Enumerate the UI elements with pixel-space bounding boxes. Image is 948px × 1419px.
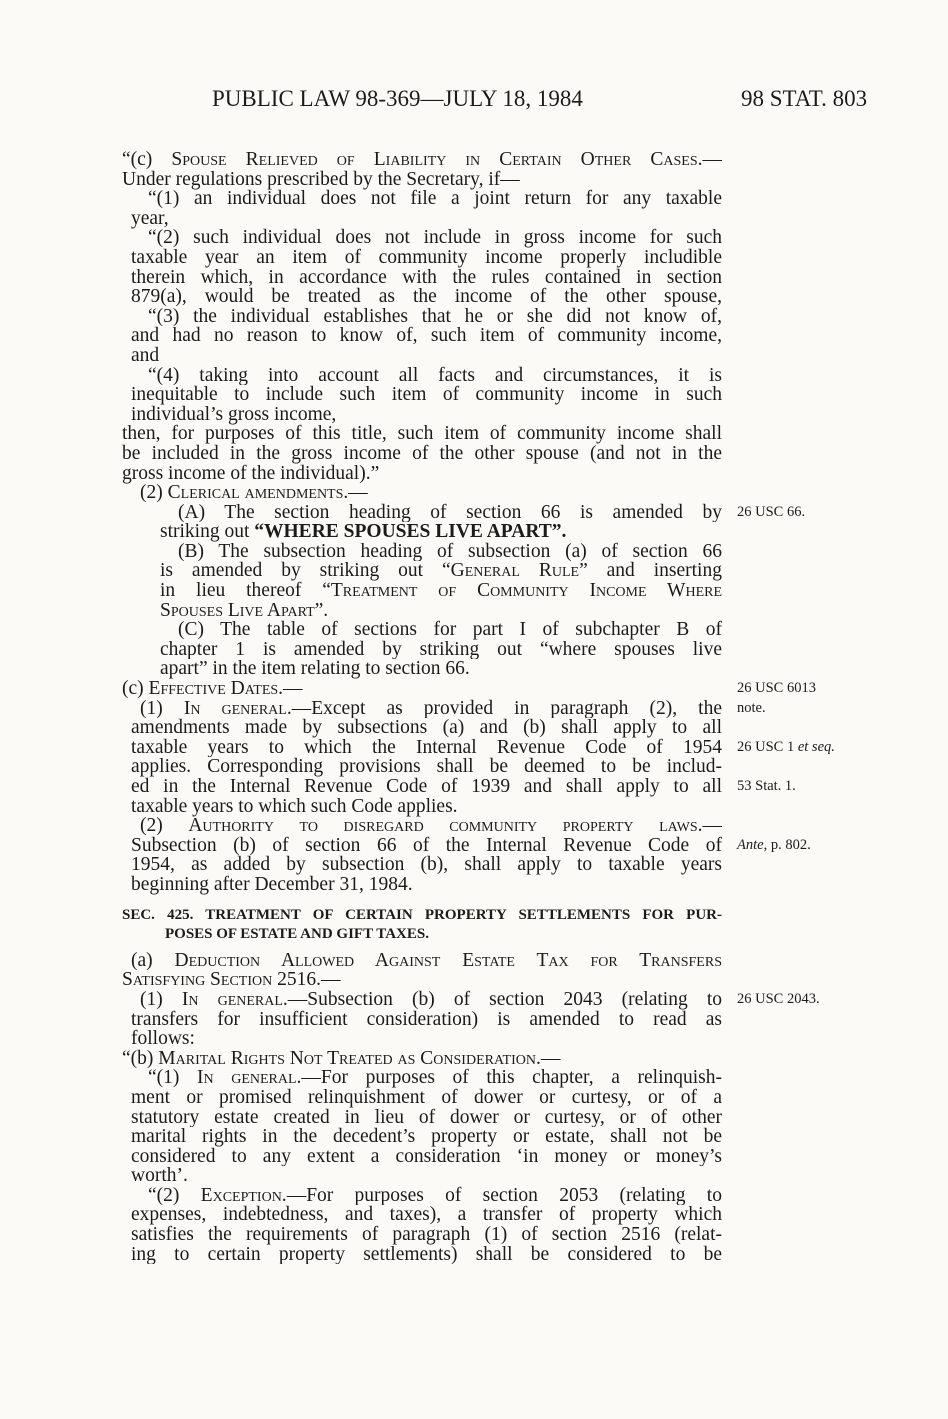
text-line: amendments made by subsections (a) and (b) shall apply to all [131, 718, 722, 738]
heading-text: Satisfying Section [122, 969, 273, 991]
heading-text: Spouse Relieved of Liability in Certain Other Cases.— [171, 150, 722, 170]
running-header-title: PUBLIC LAW 98-369—JULY 18, 1984 [212, 86, 583, 111]
text-line: worth’. [131, 1165, 188, 1187]
subsection-a-heading [131, 951, 722, 971]
text-line: considered to any extent a consideration ‘in money or money’s [131, 1146, 722, 1167]
text: “(2) [148, 1185, 201, 1206]
text: (2) [140, 816, 189, 836]
marital-rights-heading [122, 1049, 722, 1069]
text-line: chapter 1 is amended by striking out “where spouses live [160, 639, 722, 660]
text-line: “(3) the individual establishes that he or she did not know of, [148, 306, 722, 327]
heading-text: In general. [197, 1068, 302, 1088]
bold-text: “WHERE SPOUSES LIVE APART”. [254, 521, 567, 543]
note-text: 26 USC 1 [737, 738, 798, 755]
text-line: transfers for insufficient consideration) is amended to read as [131, 1009, 722, 1030]
margin-note: 53 Stat. 1. [737, 778, 796, 794]
text: “(c) [122, 150, 172, 170]
text-line: (C) The table of sections for part I of subchapter B of [178, 620, 722, 640]
authority-heading [140, 816, 722, 836]
text-line [160, 522, 722, 542]
margin-note: 26 USC 66. [737, 503, 806, 520]
text-line [178, 502, 806, 523]
section-425-heading: SEC. 425. TREATMENT OF CERTAIN PROPERTY SETTLEMENTS FOR PUR- [122, 906, 722, 923]
text: (c) [122, 678, 149, 700]
heading-text: In general. [183, 698, 292, 719]
text-line: Under regulations prescribed by the Secretary, if— [122, 168, 520, 190]
text-line [160, 601, 722, 621]
note-italic: Ante [737, 836, 764, 853]
page-stat-number: 98 STAT. 803 [741, 86, 868, 111]
text: is amended by striking out “ [160, 561, 451, 582]
text-line: follows: [131, 1028, 195, 1050]
margin-note: 26 USC 6013 [737, 680, 816, 697]
note-text: , p. 802. [763, 836, 811, 853]
text-line: “(4) taking into account all facts and circumstances, it is [148, 365, 722, 386]
effective-dates-heading [122, 678, 816, 700]
text-line: ment or promised relinquishment of dower or curtesy, or of a [131, 1087, 722, 1108]
text: (2) [140, 482, 168, 504]
text: ed in the Internal Revenue Code of 1939 and shall apply to all [131, 777, 722, 797]
text-line: taxable years to which such Code applies. [131, 795, 458, 817]
text-line: ing to certain property settlements) shall be considered to be [131, 1244, 722, 1265]
smallcaps-text: Spouses Live Apart [160, 599, 315, 621]
section-425-heading-cont: POSES OF ESTATE AND GIFT TAXES. [165, 926, 429, 943]
text-line: gross income of the individual).” [122, 462, 380, 484]
heading-text: Exception. [200, 1185, 287, 1206]
text-line: expenses, indebtedness, and taxes), a transfer of property which [131, 1205, 722, 1226]
note-italic: et seq. [797, 738, 835, 755]
text: 2516.— [272, 969, 341, 991]
smallcaps-text: Treatment of Community Income Where [330, 581, 722, 601]
heading-text: Marital Rights Not Treated as Consideration.— [158, 1047, 561, 1069]
text: (a) [131, 950, 175, 971]
text: striking out [160, 521, 255, 543]
text-line: applies. Corresponding provisions shall be deemed to be includ- [131, 757, 722, 777]
text-line [160, 561, 722, 581]
text: (1) [140, 989, 182, 1010]
heading-text: Clerical amendments.— [167, 482, 368, 504]
text: Subsection (b) of section 66 of the Internal Revenue Code of [131, 835, 722, 856]
text-line: taxable year an item of community income properly includible [131, 247, 722, 268]
text: ”. [314, 599, 329, 621]
text: ” and inserting [579, 561, 722, 582]
text-line: “(1) an individual does not file a joint return for any taxable [148, 189, 722, 209]
margin-note [737, 738, 835, 758]
text: (A) The section heading of section 66 is amended by [178, 502, 722, 523]
text: —Subsection (b) of section 2043 (relating to [287, 989, 722, 1010]
text-line: year, [131, 207, 169, 229]
text-line [122, 970, 722, 990]
text-line [160, 581, 722, 601]
text-line: 879(a), would be treated as the income of the other spouse, [131, 287, 722, 307]
heading-text: In general. [181, 989, 288, 1010]
text-line: marital rights in the decedent’s property or estate, shall not be [131, 1127, 722, 1147]
margin-note [737, 836, 811, 856]
text: in lieu thereof “ [160, 581, 331, 601]
text-line: (B) The subsection heading of subsection (a) of section 66 [178, 541, 722, 562]
text-line: then, for purposes of this title, such item of community income shall [122, 424, 722, 444]
subsection-c-heading [122, 150, 722, 170]
text: —For purposes of section 2053 (relating to [286, 1185, 722, 1206]
text: “(b) [122, 1047, 159, 1069]
text: “(1) [148, 1068, 197, 1088]
heading-text: Deduction Allowed Against Estate Tax for Transfers [174, 950, 722, 971]
margin-note: note. [737, 699, 766, 716]
text-line: and [131, 344, 160, 366]
text-line: therein which, in accordance with the rules contained in section [131, 267, 722, 288]
text: (1) [140, 698, 184, 719]
text-line: satisfies the requirements of paragraph (1) of section 2516 (relat- [131, 1225, 722, 1245]
text: —For purposes of this chapter, a relinquish- [301, 1068, 722, 1088]
text-line: 1954, as added by subsection (b), shall apply to taxable years [131, 855, 722, 875]
text-line [140, 698, 766, 719]
text: —Except as provided in paragraph (2), the [291, 698, 722, 719]
margin-note: 26 USC 2043. [737, 990, 820, 1007]
text-line: and had no reason to know of, such item of community income, [131, 326, 722, 346]
text-line: apart” in the item relating to section 66. [160, 658, 470, 680]
heading-text: Effective Dates.— [148, 678, 303, 700]
heading-text: Authority to disregard community property laws.— [188, 816, 722, 836]
text-line: beginning after December 31, 1984. [131, 873, 413, 895]
text-line: statutory estate created in lieu of dower or curtesy, or of other [131, 1107, 722, 1128]
text-line [131, 777, 796, 797]
text-line [131, 737, 835, 758]
document-body [0, 150, 948, 1264]
text-line: be included in the gross income of the other spouse (and not in the [122, 443, 722, 464]
text-line: “(2) such individual does not include in gross income for such [148, 228, 722, 248]
text: taxable years to which the Internal Revenue Code of 1954 [131, 737, 722, 758]
text-line: inequitable to include such item of community income in such [131, 385, 722, 405]
text-line [148, 1068, 722, 1088]
text-line [131, 835, 811, 856]
text-line [148, 1186, 722, 1206]
text-line: individual’s gross income, [131, 403, 337, 425]
text-line [140, 989, 820, 1010]
clerical-amendments-heading [140, 483, 722, 503]
smallcaps-text: General Rule [450, 561, 580, 582]
